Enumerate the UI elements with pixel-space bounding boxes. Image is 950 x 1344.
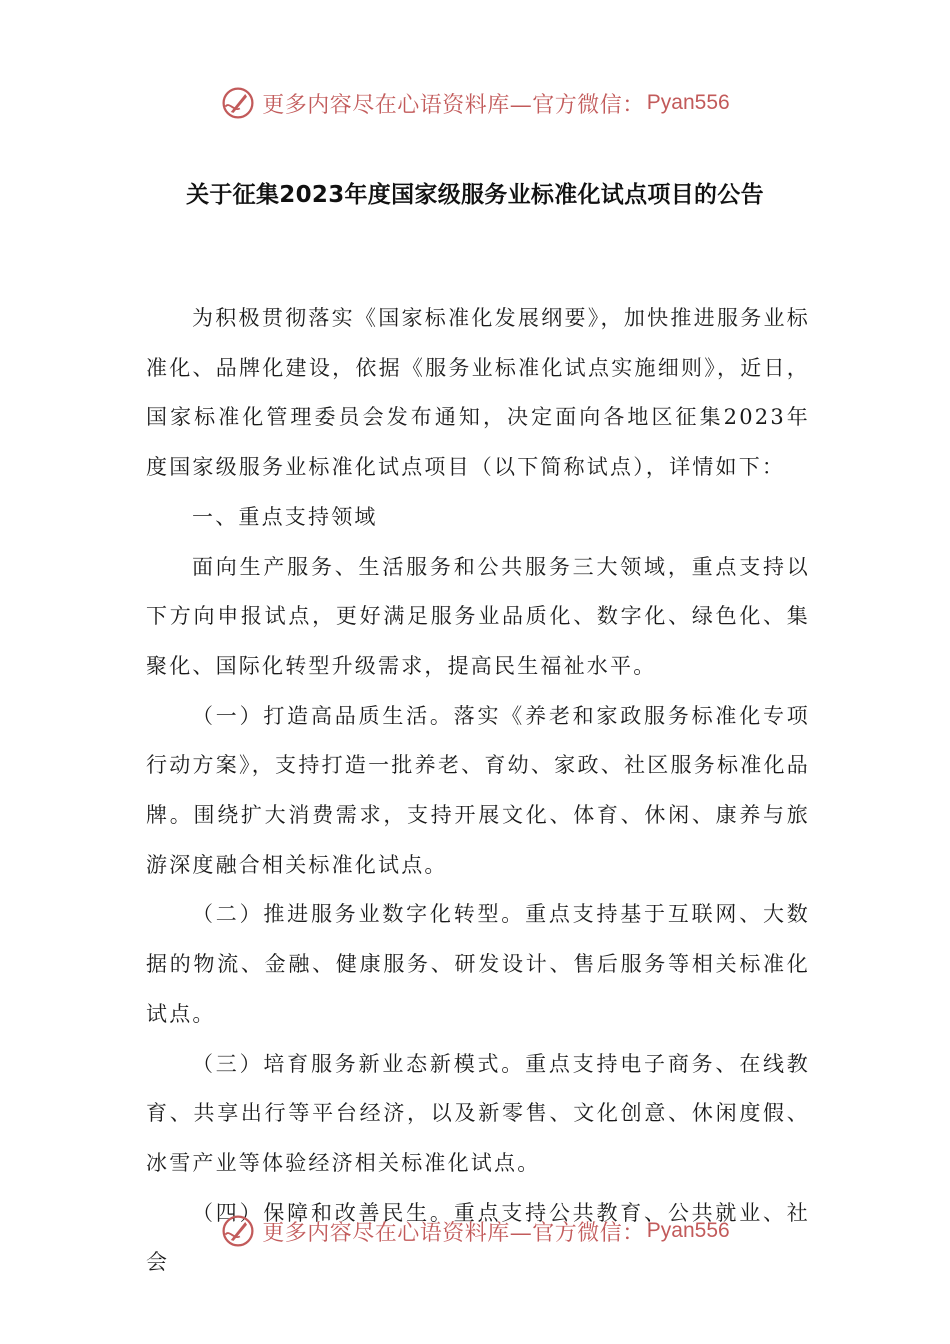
watermark-wechat-id: Pyan556: [646, 1219, 730, 1242]
watermark-wechat-id: Pyan556: [646, 91, 730, 114]
paragraph-item-1: （一）打造高品质生活。落实《养老和家政服务标准化专项行动方案》，支持打造一批养老、育幼、家政、社区服务标准化品牌。围绕扩大消费需求，支持开展文化、体育、休闲、康养与旅游深度融合相关标准化试点。: [146, 703, 810, 877]
watermark-text: 更多内容尽在心语资料库—官方微信：: [262, 1220, 645, 1246]
paragraph-overview: 面向生产服务、生活服务和公共服务三大领域，重点支持以下方向申报试点，更好满足服务业品质化、数字化、绿色化、集聚化、国际化转型升级需求，提高民生福祉水平。: [146, 554, 810, 678]
paragraph-item-3: （三）培育服务新业态新模式。重点支持电子商务、在线教育、共享出行等平台经济，以及新零售、文化创意、休闲度假、冰雪产业等体验经济相关标准化试点。: [146, 1051, 810, 1175]
quill-pen-logo-icon: [220, 85, 256, 121]
paragraph-item-4: （四）保障和改善民生。重点支持公共教育、公共就业、社会: [146, 1200, 810, 1275]
document-title: 关于征集2023年度国家级服务业标准化试点项目的公告: [186, 182, 764, 208]
watermark-banner-top: [0, 78, 950, 128]
section-heading-1: 一、重点支持领域: [192, 504, 378, 529]
paragraph-item-2: （二）推进服务业数字化转型。重点支持基于互联网、大数据的物流、金融、健康服务、研发设计、售后服务等相关标准化试点。: [146, 902, 810, 1026]
document-body: [146, 294, 810, 1288]
quill-pen-logo-icon: [220, 1213, 256, 1249]
paragraph-intro: 为积极贯彻落实《国家标准化发展纲要》，加快推进服务业标准化、品牌化建设，依据《服务业标准化试点实施细则》，近日，国家标准化管理委员会发布通知，决定面向各地区征集2023年度国家级服务业标准化试点项目（以下简称试点），详情如下：: [146, 306, 810, 480]
watermark-banner-bottom: [0, 1206, 950, 1256]
watermark-text: 更多内容尽在心语资料库—官方微信：: [262, 92, 645, 118]
